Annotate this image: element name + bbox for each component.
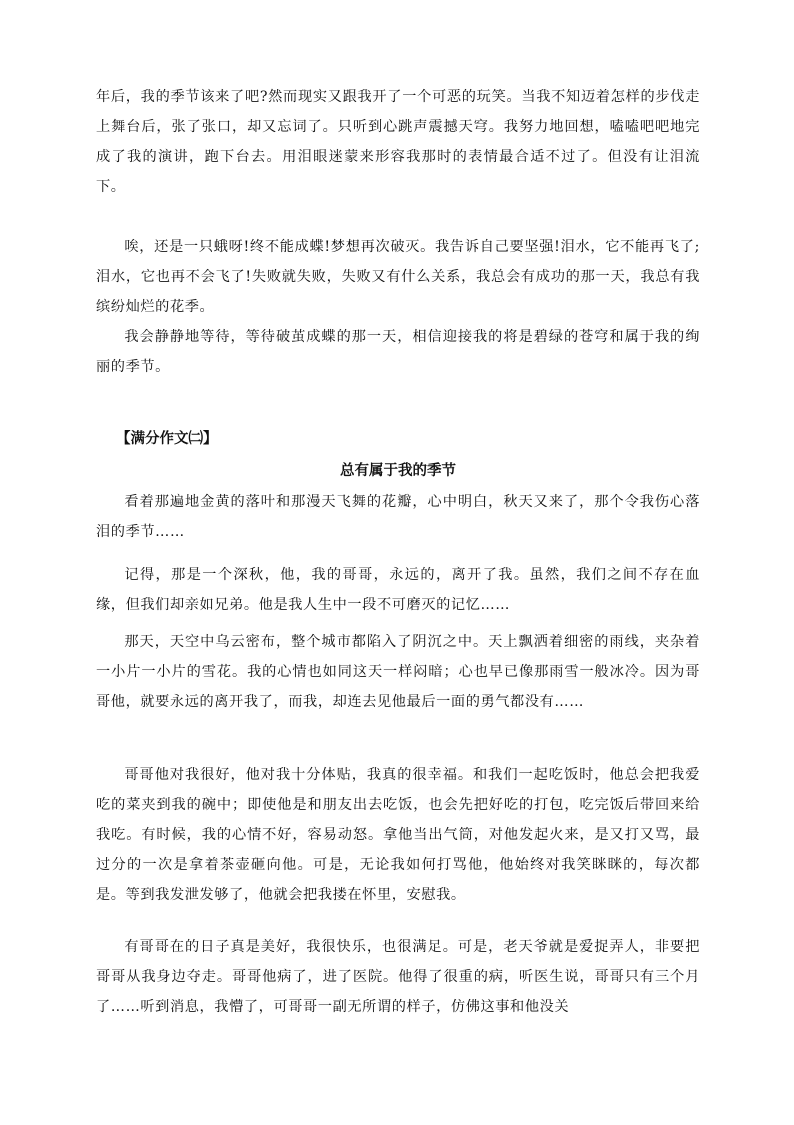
section-heading: 【满分作文㈡】 (116, 431, 218, 447)
paragraph: 有哥哥在的日子真是美好，我很快乐，也很满足。可是，老天爷就是爱捉弄人，非要把哥哥从我身边夺走。哥哥他病了，进了医院。他得了很重的病，听医生说，哥哥只有三个月了……听到消息，我懵了，可哥哥一副无所谓的样子，仿佛这事和他没关 (96, 939, 700, 1015)
paragraph: 唉，还是一只蛾呀!终不能成蝶!梦想再次破灭。我告诉自己要坚强!泪水，它不能再飞了;泪水，它也再不会飞了!失败就失败，失败又有什么关系，我总会有成功的那一天，我总有我缤纷灿烂的花季。 (96, 239, 700, 315)
paragraph: 记得，那是一个深秋，他，我的哥哥，永远的，离开了我。虽然，我们之间不存在血缘，但我们却亲如兄弟。他是我人生中一段不可磨灭的记忆…… (96, 567, 700, 613)
paragraph-continued: 年后，我的季节该来了吧?然而现实又跟我开了一个可恶的玩笑。当我不知迈着怎样的步伐走上舞台后，张了张口，却又忘词了。只听到心跳声震撼天穹。我努力地回想，嗑嗑吧吧地完成了我的演讲，跑下台去。用泪眼迷蒙来形容我那时的表情最合适不过了。但没有让泪流下。 (96, 89, 700, 195)
paragraph: 我会静静地等待，等待破茧成蝶的那一天，相信迎接我的将是碧绿的苍穹和属于我的绚丽的季节。 (96, 329, 700, 375)
paragraph: 看着那遍地金黄的落叶和那漫天飞舞的花瓣，心中明白，秋天又来了，那个令我伤心落泪的季节…… (96, 494, 700, 540)
paragraph: 那天，天空中乌云密布，整个城市都陷入了阴沉之中。天上飘洒着细密的雨线，夹杂着一小片一小片的雪花。我的心情也如同这天一样闷暗；心也早已像那雨雪一般冰冷。因为哥哥他，就要永远的离开我了，而我，却连去见他最后一面的勇气都没有…… (96, 634, 700, 710)
essay-title: 总有属于我的季节 (340, 463, 456, 479)
paragraph: 哥哥他对我很好，他对我十分体贴，我真的很幸福。和我们一起吃饭时，他总会把我爱吃的菜夹到我的碗中；即使他是和朋友出去吃饭，也会先把好吃的打包，吃完饭后带回来给我吃。有时候，我的心情不好，容易动怒。拿他当出气筒，对他发起火来，是又打又骂，最过分的一次是拿着茶壶砸向他。可是，无论我如何打骂他，他始终对我笑眯眯的，每次都是。等到我发泄发够了，他就会把我搂在怀里，安慰我。 (96, 767, 700, 903)
